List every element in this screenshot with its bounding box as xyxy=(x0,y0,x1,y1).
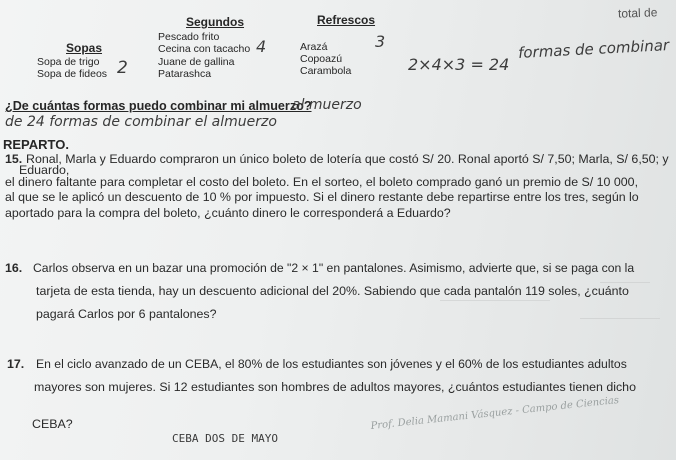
ghost-stroke xyxy=(580,318,660,319)
question-line: Eduardo, xyxy=(19,163,70,177)
page-fragment-text: total de xyxy=(617,5,658,21)
school-name: CEBA DOS DE MAYO xyxy=(172,432,278,445)
segundos-item: Pescado frito xyxy=(158,31,220,43)
handwritten-number: 4 xyxy=(256,37,267,56)
segundos-title: Segundos xyxy=(186,15,245,29)
question-line: el dinero faltante para completar el costo del boleto. En el sorteo, el boleto comprado ganó un premio de S/ 10 000, xyxy=(5,175,639,189)
question-line: mayores son mujeres. Si 12 estudiantes son hombres de adultos mayores, ¿cuántos estudiantes tienen dicho xyxy=(34,380,636,394)
ghost-stroke xyxy=(600,282,650,283)
question-line: Carlos observa en un bazar una promoción de "2 × 1" en pantalones. Asimismo, advierte que, si se paga con la xyxy=(33,261,635,275)
handwritten-number: 2 xyxy=(117,58,128,78)
handwritten-answer: de 24 formas de combinar el almuerzo xyxy=(5,114,277,130)
sopas-title: Sopas xyxy=(66,41,103,55)
question-line: En el ciclo avanzado de un CEBA, el 80% de los estudiantes son jóvenes y el 60% de los estudiantes adultos xyxy=(36,357,627,371)
question-line: tarjeta de esta tienda, hay un descuento adicional del 20%. Sabiendo que cada pantalón 119 soles, ¿cuánto xyxy=(36,284,629,298)
question-line: CEBA? xyxy=(32,417,73,431)
question-line: pagará Carlos por 6 pantalones? xyxy=(36,307,217,321)
handwritten-answer: al muerzo xyxy=(292,97,362,113)
question-number: 17. xyxy=(7,357,25,371)
question-number: 15. xyxy=(5,152,23,166)
refrescos-item: Arazá xyxy=(300,41,328,53)
handwritten-number: 3 xyxy=(375,32,386,51)
sopas-item: Sopa de trigo xyxy=(37,56,100,68)
main-question: ¿De cuántas formas puedo combinar mi almuerzo? xyxy=(5,99,312,113)
refrescos-item: Carambola xyxy=(300,65,352,77)
handwritten-note: formas de combinar xyxy=(517,36,670,62)
segundos-item: Cecina con tacacho xyxy=(158,43,251,55)
question-line: Ronal, Marla y Eduardo compraron un único boleto de lotería que costó S/ 20. Ronal aportó S/ 7,50; Marla, S/ 6,50; y xyxy=(26,152,669,166)
handwritten-calculation: 2×4×3 = 24 xyxy=(408,55,510,74)
question-line: aportado para la compra del boleto, ¿cuánto dinero le corresponderá a Eduardo? xyxy=(5,206,451,220)
segundos-item: Patarashca xyxy=(158,68,212,80)
sopas-item: Sopa de fideos xyxy=(37,68,108,80)
section-title: REPARTO. xyxy=(3,137,69,152)
segundos-item: Juane de gallina xyxy=(158,56,235,68)
question-line: al que se le aplicó un descuento de 10 % por impuesto. Si el dinero restante debe repartirse entre los tres, según lo xyxy=(5,190,639,204)
ghost-stroke xyxy=(440,300,550,301)
question-number: 16. xyxy=(5,261,23,275)
refrescos-item: Copoazú xyxy=(300,53,343,65)
refrescos-title: Refrescos xyxy=(317,13,376,27)
teacher-signature: Prof. Delia Mamani Vásquez - Campo de Ciencias xyxy=(370,394,620,433)
